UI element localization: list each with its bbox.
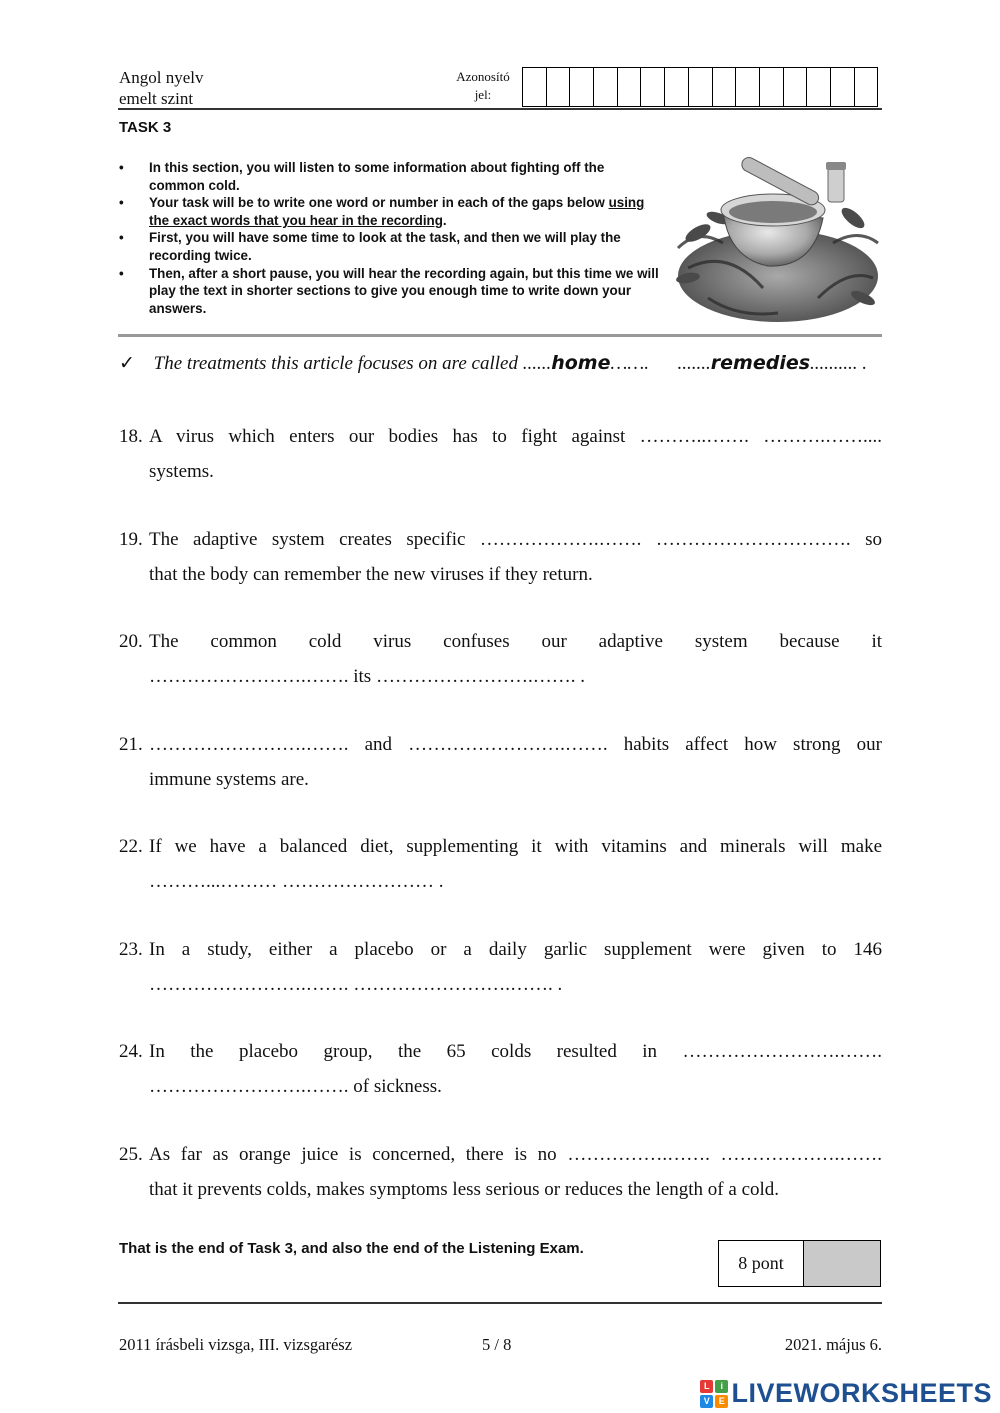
question-line2[interactable]: …………………….……. …………………….……. .: [149, 974, 563, 995]
question-line1: In a study, either a placebo or a daily garlic supplement were given to 146: [149, 939, 882, 960]
question-line2: immune systems are.: [149, 769, 309, 790]
id-box[interactable]: [523, 68, 547, 106]
question-line1[interactable]: A virus which enters our bodies has to fight against ………..……. ……….……....: [149, 426, 882, 447]
instruction-item: • In this section, you will listen to some information about fighting off the common cold.: [119, 160, 605, 193]
example-answer-1: home: [551, 352, 611, 374]
instruction-tail: .: [442, 212, 447, 228]
question-line2[interactable]: ………...……… …………………… .: [149, 871, 444, 892]
instruction-item: • Your task will be to write one word or number in each of the gaps below using the exact words that you hear in the recording.: [119, 195, 645, 228]
question-line1[interactable]: …………………….……. and …………………….……. habits affect how strong our: [149, 734, 882, 755]
id-label: [448, 68, 518, 104]
question-line1[interactable]: The adaptive system creates specific ……………….……. …………………………. so: [149, 529, 882, 550]
logo-text: LIVEWORKSHEETS: [731, 1378, 992, 1408]
id-label-line2: jel:: [474, 87, 492, 102]
liveworksheets-logo-icon: [700, 1380, 728, 1408]
question-number: 21.: [119, 734, 143, 755]
question-number: 24.: [119, 1041, 143, 1062]
id-box[interactable]: [831, 68, 855, 106]
question-23: [119, 932, 882, 1002]
task-title: TASK 3: [119, 119, 172, 136]
footer-divider: [118, 1302, 882, 1304]
id-box[interactable]: [736, 68, 760, 106]
logo-mark-tile: V: [700, 1395, 713, 1408]
header-subject: [119, 67, 204, 109]
question-21: [119, 727, 882, 797]
id-box[interactable]: [760, 68, 784, 106]
example-mid: ……. .......: [610, 353, 711, 374]
subject-name: Angol nyelv: [119, 68, 204, 87]
check-mark: ✓: [119, 353, 135, 374]
id-code-boxes[interactable]: [522, 67, 878, 107]
example-prefix: The treatments this article focuses on are called ......: [153, 353, 552, 374]
question-number: 18.: [119, 426, 143, 447]
question-19: [119, 522, 882, 592]
id-box[interactable]: [570, 68, 594, 106]
question-22: [119, 829, 882, 899]
logo-mark-tile: E: [715, 1395, 728, 1408]
question-line1[interactable]: As far as orange juice is concerned, there is no …………….……. ……………….…….: [149, 1144, 882, 1165]
instruction-item: • Then, after a short pause, you will hear the recording again, but this time we will play the text in shorter sections to give you enough time to write down your answers.: [119, 265, 659, 316]
score-box: [718, 1240, 881, 1287]
question-18: [119, 419, 882, 489]
question-25: [119, 1137, 882, 1207]
score-label: 8 pont: [719, 1241, 804, 1286]
subject-level: emelt szint: [119, 89, 194, 108]
question-line1: The common cold virus confuses our adaptive system because it: [149, 631, 882, 652]
id-label-line1: Azonosító: [456, 69, 510, 84]
mortar-herbs-illustration: [668, 148, 883, 328]
footer-page-number: 5 / 8: [482, 1335, 512, 1354]
question-line2: that it prevents colds, makes symptoms less serious or reduces the length of a cold.: [149, 1179, 780, 1200]
footer-exam-info: 2011 írásbeli vizsga, III. vizsgarész: [119, 1335, 353, 1354]
end-of-exam-text: That is the end of Task 3, and also the end of the Listening Exam.: [119, 1240, 584, 1257]
example-line: [119, 352, 882, 375]
header-divider: [118, 108, 882, 110]
liveworksheets-logo: [700, 1378, 992, 1409]
instruction-item: • First, you will have some time to look at the task, and then we will play the recording twice.: [119, 230, 621, 263]
instruction-text: Then, after a short pause, you will hear the recording again, but this time we will play the text in shorter sections to give you enough time to write down your answers.: [149, 265, 659, 316]
question-line2: systems.: [149, 461, 214, 482]
id-box[interactable]: [689, 68, 713, 106]
id-box[interactable]: [547, 68, 571, 106]
logo-mark-tile: i: [715, 1380, 728, 1393]
instruction-text: In this section, you will listen to some information about fighting off the common cold.: [149, 160, 605, 193]
question-number: 20.: [119, 631, 143, 652]
instruction-underlined: using the exact words that you hear in the recording: [149, 195, 645, 228]
score-field[interactable]: [804, 1241, 880, 1286]
question-number: 23.: [119, 939, 143, 960]
question-line1[interactable]: In the placebo group, the 65 colds resulted in …………………….…….: [149, 1041, 882, 1062]
footer-date: 2021. május 6.: [784, 1335, 882, 1354]
instruction-text: Your task will be to write one word or number in each of the gaps below: [149, 195, 609, 211]
id-box[interactable]: [855, 68, 879, 106]
question-line1: If we have a balanced diet, supplementing it with vitamins and minerals will make: [149, 836, 882, 857]
id-box[interactable]: [665, 68, 689, 106]
question-line2: that the body can remember the new viruses if they return.: [149, 564, 593, 585]
instructions-list: [119, 159, 659, 317]
logo-mark-tile: L: [700, 1380, 713, 1393]
id-box[interactable]: [784, 68, 808, 106]
id-box[interactable]: [807, 68, 831, 106]
instruction-text: First, you will have some time to look at the task, and then we will play the recording twice.: [149, 230, 621, 263]
question-line2[interactable]: …………………….……. of sickness.: [149, 1076, 442, 1097]
question-24: [119, 1034, 882, 1104]
question-number: 22.: [119, 836, 143, 857]
question-number: 19.: [119, 529, 143, 550]
id-box[interactable]: [641, 68, 665, 106]
id-box[interactable]: [618, 68, 642, 106]
id-box[interactable]: [713, 68, 737, 106]
id-box[interactable]: [594, 68, 618, 106]
example-suffix: .......... .: [810, 353, 868, 374]
instructions-divider: [118, 334, 882, 337]
question-number: 25.: [119, 1144, 143, 1165]
question-20: [119, 624, 882, 694]
question-line2[interactable]: …………………….……. its …………………….……. .: [149, 666, 585, 687]
example-answer-2: remedies: [710, 352, 811, 374]
